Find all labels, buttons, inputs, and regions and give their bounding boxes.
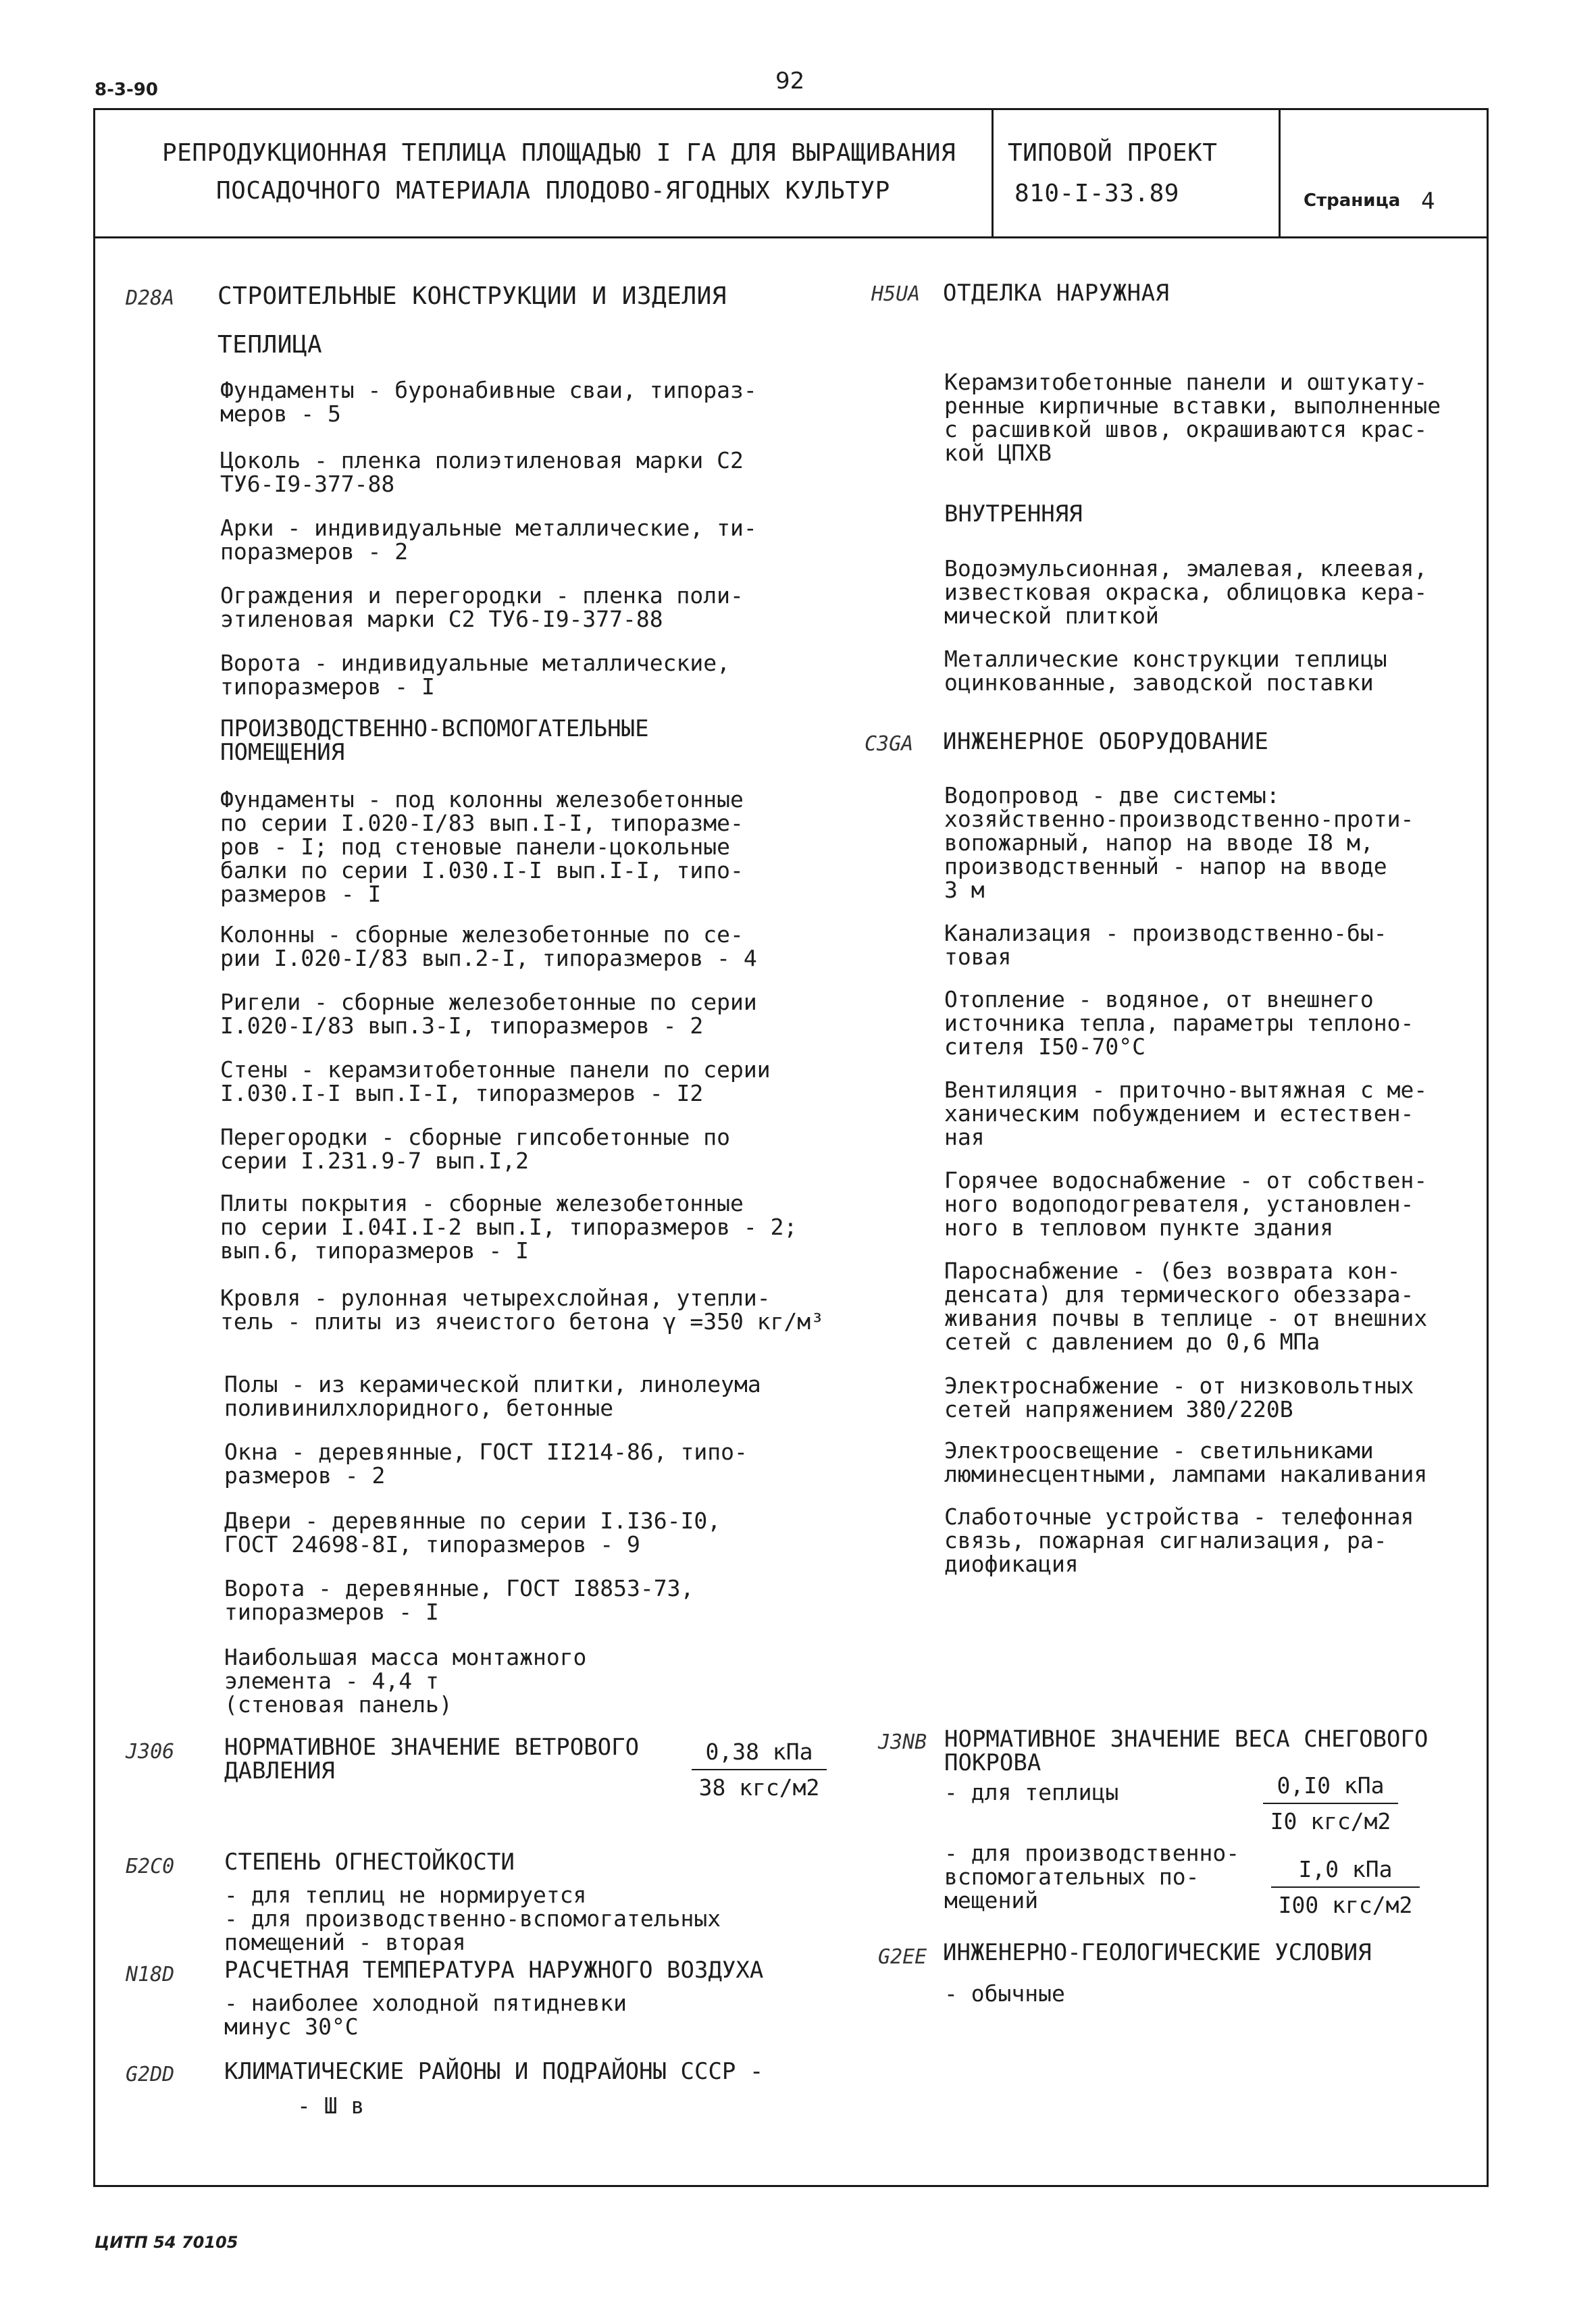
list-item: Ворота - деревянные, ГОСТ I8853-73, типоразмеров - I [224,1575,694,1625]
section-heading-fire: СТЕПЕНЬ ОГНЕСТОЙКОСТИ [224,1849,515,1876]
list-item: Перегородки - сборные гипсобетонные по серии I.231.9-7 вып.I,2 [220,1124,730,1174]
title-line-2: ПОСАДОЧНОГО МАТЕРИАЛА ПЛОДОВО-ЯГОДНЫХ КУЛЬТУР [216,177,890,205]
page-box-divider [1279,108,1281,238]
list-item: Окна - деревянные, ГОСТ II214-86, типо- размеров - 2 [224,1439,748,1489]
list-item: Кровля - рулонная четырехслойная, утепли- тель - плиты из ячеистого бетона γ =350 кг/м³ [220,1285,825,1335]
list-item: Фундаменты - буронабивные сваи, типораз- меров - 5 [220,377,757,427]
print-stamp: ЦИТП 54 70105 [95,2233,238,2252]
list-item: Вентиляция - приточно-вытяжная с ме- ханическим побуждением и естествен- ная [944,1077,1428,1150]
list-item: Отопление - водяное, от внешнего источника тепла, параметры теплоно- сителя I50-70°С [944,986,1414,1060]
snow-greenhouse-fraction [1263,1772,1398,1834]
section-code-d28a: D28A [126,286,175,310]
section-heading-snow: НОРМАТИВНОЕ ЗНАЧЕНИЕ ВЕСА СНЕГОВОГО ПОКРОВА [944,1726,1428,1776]
list-item: Пароснабжение - (без возврата кон- денсата) для термического обеззара- живания почвы в теплице - от внешних сетей с давлением до 0,6 МПа [944,1258,1428,1355]
list-item: Фундаменты - под колонны железобетонные по серии I.020-I/83 вып.I-I, типоразме- ров - I; под стеновые панели-цокольные балки по серии I.030.I-I вып.I-I, типо- размеров - I [220,786,744,907]
subheading-auxiliary: ПРОИЗВОДСТВЕННО-ВСПОМОГАТЕЛЬНЫЕ ПОМЕЩЕНИЯ [220,715,649,766]
snow-auxiliary-kgs: I00 кгс/м2 [1278,1892,1413,1918]
wind-fraction [692,1739,827,1801]
temperature-text: - наиболее холодной пятидневки минус 30°С [224,1990,627,2040]
section-code-j306: J306 [126,1740,175,1764]
list-item: Полы - из керамической плитки, линолеума поливинилхлоридного, бетонные [224,1371,761,1421]
list-item: Цоколь - пленка полиэтиленовая марки С2 ТУ6-I9-377-88 [220,447,744,497]
list-item: Ограждения и перегородки - пленка поли- этиленовая марки С2 ТУ6-I9-377-88 [220,582,744,632]
section-code-g2dd: G2DD [126,2063,175,2086]
snow-greenhouse-kgs: I0 кгс/м2 [1270,1808,1391,1834]
subheading-greenhouse: ТЕПЛИЦА [217,331,323,359]
wind-value-kpa: 0,38 кПа [692,1739,827,1770]
list-item: Электроснабжение - от низковольтных сетей напряжением 380/220В [944,1372,1414,1422]
section-code-n18d: N18D [126,1963,175,1986]
list-item: Канализация - производственно-бы- товая [944,920,1387,970]
finishing-interior-text: Водоэмульсионная, эмалевая, клеевая, известковая окраска, облицовка кера- мической плиткой [944,555,1428,629]
section-heading-engineering: ИНЖЕНЕРНОЕ ОБОРУДОВАНИЕ [943,728,1269,755]
title-line-1: РЕПРОДУКЦИОННАЯ ТЕПЛИЦА ПЛОЩАДЬЮ I ГА ДЛЯ ВЫРАЩИВАНИЯ [162,139,956,167]
list-item: Горячее водоснабжение - от собствен- ного водоподогревателя, установлен- ного в тепловом пункте здания [944,1167,1428,1241]
finishing-exterior-text: Керамзитобетонные панели и оштукату- ренные кирпичные вставки, выполненные с расшивкой швов, окрашиваются крас- кой ЦПХВ [944,369,1441,466]
snow-auxiliary-label: - для производственно- вспомогательных по- мещений [944,1840,1240,1913]
wind-value-kgs: 38 кгс/м2 [698,1774,820,1801]
snow-auxiliary-fraction [1271,1856,1420,1918]
list-item: Плиты покрытия - сборные железобетонные по серии I.04I.I-2 вып.I, типоразмеров - 2; вып.6, типоразмеров - I [220,1190,798,1264]
list-item: Электроосвещение - светильниками люминесцентными, лампами накаливания [944,1437,1428,1487]
section-code-h5ua: H5UA [871,282,921,306]
snow-auxiliary-kpa: I,0 кПа [1271,1856,1420,1888]
list-item: Двери - деревянные по серии I.I36-I0, ГОСТ 24698-8I, типоразмеров - 9 [224,1508,721,1558]
list-item: Слаботочные устройства - телефонная связь, пожарная сигнализация, ра- диофикация [944,1503,1414,1577]
section-heading-geology: ИНЖЕНЕРНО-ГЕОЛОГИЧЕСКИЕ УСЛОВИЯ [943,1939,1372,1966]
page-number: 92 [775,68,805,95]
section-heading-finishing: ОТДЕЛКА НАРУЖНАЯ [943,280,1170,307]
fire-text: - для теплиц не нормируется - для производственно-вспомогательных помещений - вторая [224,1882,721,1955]
list-item: Ригели - сборные железобетонные по серии I.020-I/83 вып.3-I, типоразмеров - 2 [220,989,757,1039]
list-item: Стены - керамзитобетонные панели по серии I.030.I-I вып.I-I, типоразмеров - I2 [220,1056,771,1106]
project-label: ТИПОВОЙ ПРОЕКТ [1008,139,1218,167]
page-label: Страница [1304,190,1401,211]
section-heading-construction: СТРОИТЕЛЬНЫЕ КОНСТРУКЦИИ И ИЗДЕЛИЯ [217,282,727,310]
section-code-b2c0: Б2С0 [126,1855,175,1878]
section-code-j3nb: J3NB [878,1730,927,1754]
geology-text: - обычные [944,1980,1065,2007]
finishing-metal-text: Металлические конструкции теплицы оцинкованные, заводской поставки [944,646,1387,696]
section-heading-temperature: РАСЧЕТНАЯ ТЕМПЕРАТУРА НАРУЖНОГО ВОЗДУХА [224,1957,764,1984]
date-mark: 8-3-90 [95,80,158,100]
list-item: Наибольшая масса монтажного элемента - 4,4 т (стеновая панель) [224,1644,587,1718]
list-item: Колонны - сборные железобетонные по се- рии I.020-I/83 вып.2-I, типоразмеров - 4 [220,921,757,971]
subheading-interior: ВНУТРЕННЯЯ [944,500,1083,528]
section-code-g2ee: G2EE [878,1945,927,1969]
section-heading-climate: КЛИМАТИЧЕСКИЕ РАЙОНЫ И ПОДРАЙОНЫ СССР - [224,2058,764,2085]
section-code-c3ga: С3GА [865,732,914,756]
list-item: Ворота - индивидуальные металлические, типоразмеров - I [220,650,730,700]
list-item: Водопровод - две системы: хозяйственно-производственно-проти- вопожарный, напор на вводе I8 м, производственный - напор на вводе 3 м [944,782,1414,903]
section-heading-wind: НОРМАТИВНОЕ ЗНАЧЕНИЕ ВЕТРОВОГО ДАВЛЕНИЯ [224,1734,640,1784]
project-code: 810-I-33.89 [1014,180,1179,207]
page-value: 4 [1421,188,1435,215]
snow-greenhouse-kpa: 0,I0 кПа [1263,1772,1398,1804]
snow-greenhouse-label: - для теплицы [944,1779,1119,1805]
list-item: Арки - индивидуальные металлические, ти- поразмеров - 2 [220,515,757,565]
climate-text: - Ш в [297,2092,365,2119]
title-vdivider [992,108,994,238]
